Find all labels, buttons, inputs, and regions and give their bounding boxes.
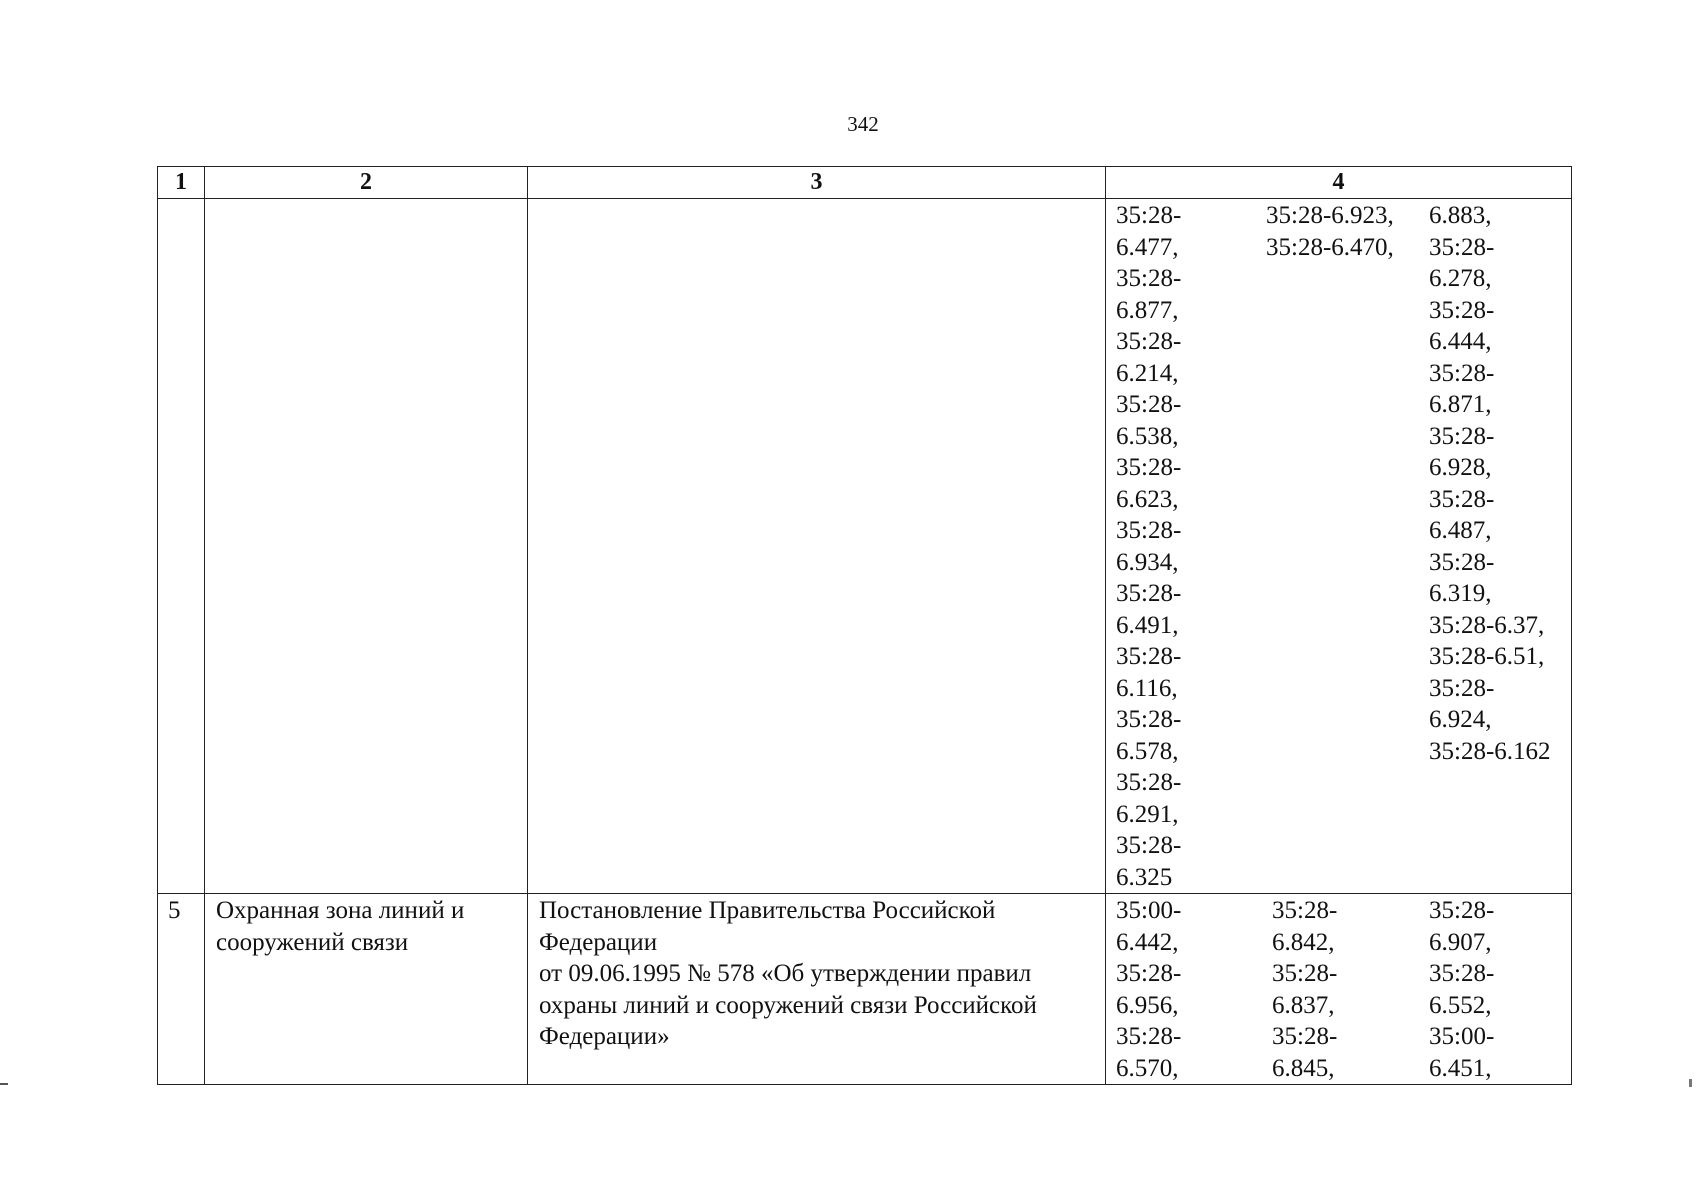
- cadastral-number: 35:00-: [1116, 897, 1182, 924]
- cadastral-number: 6.956,: [1116, 991, 1179, 1019]
- cadastral-number: 6.907,: [1429, 928, 1492, 956]
- cadastral-number: 6.842,: [1272, 928, 1335, 956]
- cadastral-number: 35:28-6.923,: [1266, 202, 1394, 229]
- cadastral-number: 35:28-: [1429, 296, 1495, 324]
- cadastral-number: 35:28-: [1429, 359, 1495, 387]
- cadastral-number: 6.278,: [1429, 265, 1492, 292]
- cadastral-column: [1116, 200, 1266, 893]
- header-col-4: 4: [1106, 167, 1572, 199]
- cell-number: [158, 199, 205, 894]
- cadastral-number: 6.442,: [1116, 928, 1179, 956]
- scan-margin-mark: [1689, 1079, 1692, 1087]
- cadastral-number: 6.934,: [1116, 548, 1179, 576]
- cadastral-number: 6.871,: [1429, 391, 1492, 418]
- cell-number: 5: [158, 894, 205, 1085]
- cell-name: [205, 199, 528, 894]
- cadastral-number: 35:28-6.470,: [1266, 233, 1394, 261]
- cadastral-number: 35:28-: [1429, 233, 1495, 261]
- basis-line-1: Постановление Правительства Российской Федерации: [539, 897, 996, 956]
- table-row-continued: [158, 199, 1572, 894]
- cadastral-number: 6.623,: [1116, 485, 1179, 513]
- cadastral-number: 6.291,: [1116, 800, 1179, 828]
- header-col-2: 2: [205, 167, 528, 199]
- cadastral-number: 35:28-: [1116, 202, 1182, 229]
- cadastral-number: 6.487,: [1429, 517, 1492, 544]
- cadastral-number: 35:28-6.37,: [1429, 611, 1545, 639]
- cadastral-number: 35:28-: [1116, 643, 1182, 670]
- cadastral-number: 6.116,: [1116, 674, 1178, 702]
- cadastral-list: [1106, 894, 1571, 1084]
- zones-table: [157, 166, 1572, 1085]
- cadastral-number: 35:28-: [1116, 832, 1182, 859]
- cadastral-number: 35:28-6.162: [1429, 737, 1551, 765]
- cadastral-number: 6.570,: [1116, 1054, 1179, 1082]
- header-row: [158, 167, 1572, 199]
- cadastral-number: 35:28-: [1272, 960, 1338, 987]
- cadastral-number: 6.325: [1116, 863, 1173, 891]
- cadastral-number: 6.552,: [1429, 991, 1492, 1019]
- cadastral-number: 35:28-: [1116, 265, 1182, 292]
- cadastral-number: 35:28-: [1429, 422, 1495, 450]
- cadastral-column: [1429, 200, 1571, 893]
- cadastral-number: 35:28-: [1116, 580, 1182, 607]
- cell-basis: [528, 199, 1106, 894]
- cadastral-number: 35:28-: [1116, 328, 1182, 355]
- cadastral-column: [1266, 200, 1429, 893]
- cadastral-number: 6.444,: [1429, 328, 1492, 355]
- cell-cadastral-numbers: [1106, 199, 1572, 894]
- cadastral-number: 6.477,: [1116, 233, 1179, 261]
- cadastral-number: 6.837,: [1272, 991, 1335, 1019]
- cell-name: Охранная зона линий и сооружений связи: [205, 894, 528, 1085]
- cadastral-number: 6.877,: [1116, 296, 1179, 324]
- basis-line-2: от 09.06.1995 № 578 «Об утверждении правил охраны линий и сооружений связи Российской Федерации»: [539, 960, 1037, 1050]
- cadastral-number: 35:28-: [1116, 769, 1182, 796]
- cadastral-number: 6.451,: [1429, 1054, 1492, 1082]
- cadastral-number: 35:28-: [1116, 960, 1182, 987]
- table-row-5: [158, 894, 1572, 1085]
- cadastral-number: 6.883,: [1429, 202, 1492, 229]
- cadastral-column: [1116, 895, 1272, 1084]
- cadastral-number: 35:28-: [1429, 674, 1495, 702]
- cadastral-number: 35:28-: [1116, 1023, 1182, 1050]
- cadastral-number: 35:28-6.51,: [1429, 643, 1545, 670]
- cadastral-number: 35:28-: [1272, 1023, 1338, 1050]
- cadastral-number: 35:00-: [1429, 1023, 1495, 1050]
- header-col-3: 3: [528, 167, 1106, 199]
- cadastral-number: 35:28-: [1116, 391, 1182, 418]
- cadastral-number: 6.319,: [1429, 580, 1492, 607]
- cadastral-number: 35:28-: [1272, 897, 1338, 924]
- cell-basis: [528, 894, 1106, 1085]
- cadastral-list: [1106, 199, 1571, 893]
- cadastral-column: [1272, 895, 1429, 1084]
- cadastral-number: 6.578,: [1116, 737, 1179, 765]
- cadastral-number: 35:28-: [1429, 485, 1495, 513]
- cadastral-number: 6.491,: [1116, 611, 1179, 639]
- cadastral-number: 6.928,: [1429, 454, 1492, 481]
- cadastral-number: 35:28-: [1429, 960, 1495, 987]
- cell-cadastral-numbers: [1106, 894, 1572, 1085]
- cadastral-number: 35:28-: [1116, 517, 1182, 544]
- header-col-1: 1: [158, 167, 205, 199]
- cadastral-number: 6.845,: [1272, 1054, 1335, 1082]
- cadastral-number: 6.214,: [1116, 359, 1179, 387]
- cadastral-number: 6.924,: [1429, 706, 1492, 733]
- cadastral-number: 35:28-: [1116, 706, 1182, 733]
- cadastral-number: 6.538,: [1116, 422, 1179, 450]
- cadastral-number: 35:28-: [1429, 548, 1495, 576]
- cadastral-number: 35:28-: [1429, 897, 1495, 924]
- scan-margin-mark: [0, 1083, 8, 1085]
- page-number: 342: [847, 112, 879, 136]
- cadastral-number: 35:28-: [1116, 454, 1182, 481]
- cadastral-column: [1429, 895, 1571, 1084]
